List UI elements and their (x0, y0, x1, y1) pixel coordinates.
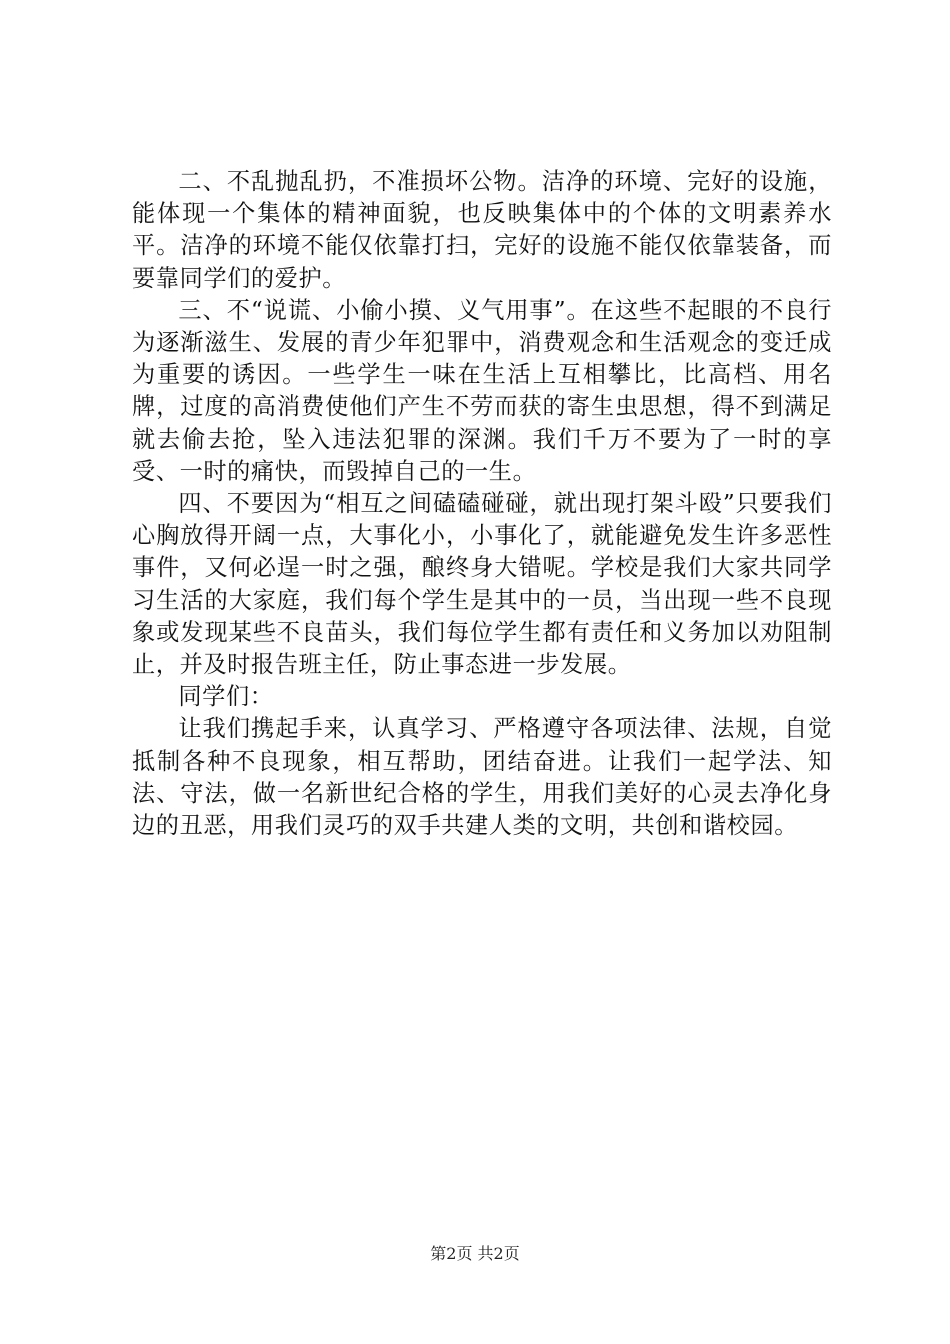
page-number: 第2页 (430, 1244, 473, 1263)
paragraph-rule-two: 二、不乱抛乱扔，不准损坏公物。洁净的环境、完好的设施，能体现一个集体的精神面貌，也反映集体中的个体的文明素养水平。洁净的环境不能仅依靠打扫，完好的设施不能仅依靠装备，而要靠同学们的爱护。 (132, 168, 832, 292)
paragraph-closing: 让我们携起手来，认真学习、严格遵守各项法律、法规，自觉抵制各种不良现象，相互帮助，团结奋进。让我们一起学法、知法、守法，做一名新世纪合格的学生，用我们美好的心灵去净化身边的丑恶，用我们灵巧的双手共建人类的文明，共创和谐校园。 (132, 715, 832, 840)
page-total: 共2页 (477, 1244, 520, 1263)
paragraph-rule-three: 三、不“说谎、小偷小摸、义气用事”。在这些不起眼的不良行为逐渐滋生、发展的青少年犯罪中，消费观念和生活观念的变迁成为重要的诱因。一些学生一味在生活上互相攀比，比高档、用名牌，过度的高消费使他们产生不劳而获的寄生虫思想，得不到满足就去偷去抢，坠入违法犯罪的深渊。我们千万不要为了一时的享受、一时的痛快，而毁掉自己的一生。 (132, 296, 832, 485)
page-footer (0, 1244, 950, 1264)
paragraph-salutation: 同学们： (178, 683, 274, 711)
document-body (132, 166, 832, 842)
paragraph-rule-four: 四、不要因为“相互之间磕磕碰碰，就出现打架斗殴”只要我们心胸放得开阔一点，大事化小，小事化了，就能避免发生许多恶性事件，又何必逞一时之强，酿终身大错呢。学校是我们大家共同学习生活的大家庭，我们每个学生是其中的一员，当出现一些不良现象或发现某些不良苗头，我们每位学生都有责任和义务加以劝阻制止，并及时报告班主任，防止事态进一步发展。 (132, 490, 832, 679)
